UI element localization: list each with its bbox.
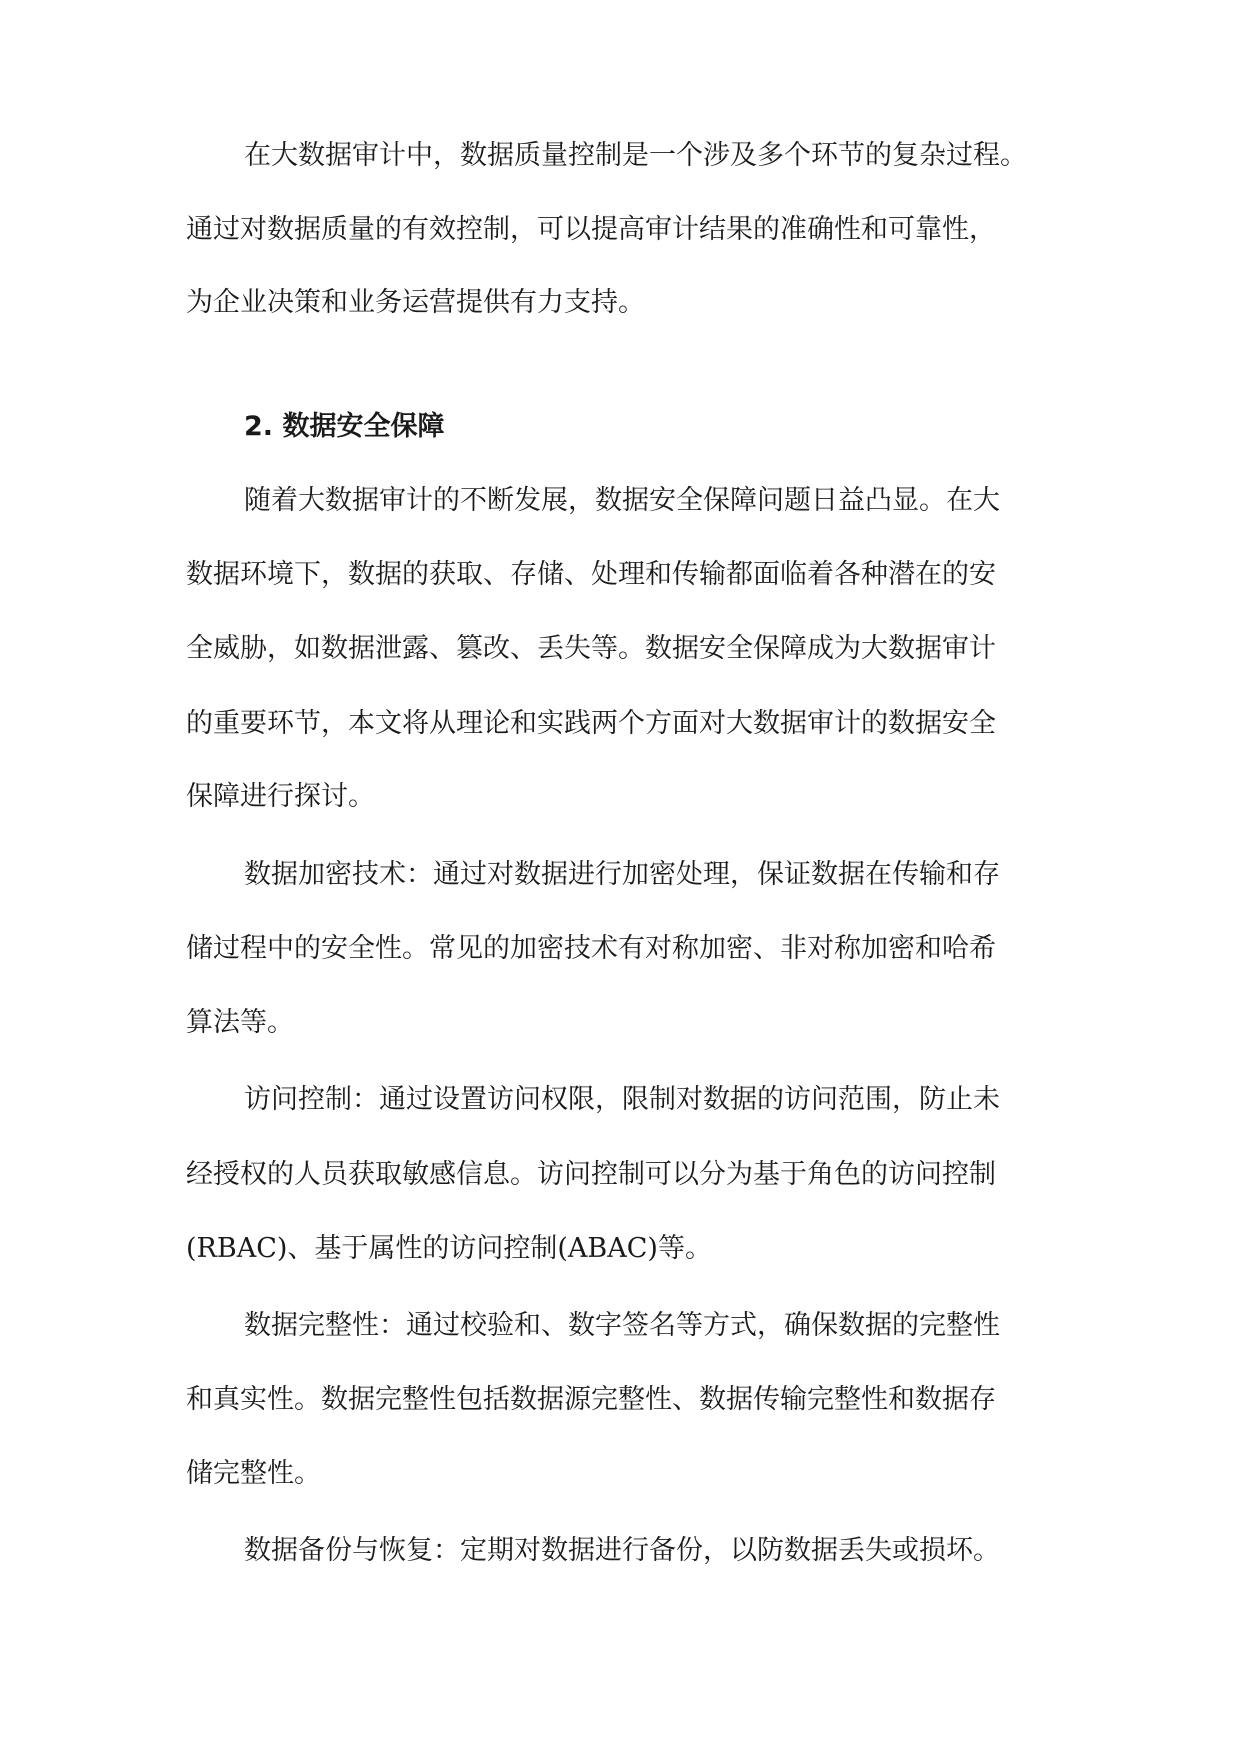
paragraph-5-line-1: 数据完整性：通过校验和、数字签名等方式，确保数据的完整性 [244, 1310, 1000, 1341]
paragraph-2-line-3: 全威胁，如数据泄露、篡改、丢失等。数据安全保障成为大数据审计 [186, 633, 996, 664]
paragraph-4-line-3: (RBAC)、基于属性的访问控制(ABAC)等。 [186, 1233, 712, 1264]
paragraph-1-line-3: 为企业决策和业务运营提供有力支持。 [186, 287, 645, 318]
section-heading: 2. 数据安全保障 [244, 411, 445, 442]
paragraph-3-line-2: 储过程中的安全性。常见的加密技术有对称加密、非对称加密和哈希 [186, 933, 996, 964]
paragraph-1-line-2: 通过对数据质量的有效控制，可以提高审计结果的准确性和可靠性， [186, 214, 996, 245]
paragraph-5-line-2: 和真实性。数据完整性包括数据源完整性、数据传输完整性和数据存 [186, 1384, 996, 1415]
paragraph-2-line-2: 数据环境下，数据的获取、存储、处理和传输都面临着各种潜在的安 [186, 559, 996, 590]
paragraph-4-line-2: 经授权的人员获取敏感信息。访问控制可以分为基于角色的访问控制 [186, 1159, 996, 1190]
paragraph-2-line-5: 保障进行探讨。 [186, 781, 375, 812]
paragraph-6-line-1: 数据备份与恢复：定期对数据进行备份，以防数据丢失或损坏。 [244, 1535, 1000, 1566]
paragraph-1-line-1: 在大数据审计中，数据质量控制是一个涉及多个环节的复杂过程。 [244, 140, 1027, 171]
paragraph-2-line-1: 随着大数据审计的不断发展，数据安全保障问题日益凸显。在大 [244, 485, 1000, 516]
paragraph-3-line-1: 数据加密技术：通过对数据进行加密处理，保证数据在传输和存 [244, 859, 1000, 890]
paragraph-5-line-3: 储完整性。 [186, 1458, 321, 1489]
paragraph-4-line-1: 访问控制：通过设置访问权限，限制对数据的访问范围，防止未 [244, 1084, 1000, 1115]
paragraph-2-line-4: 的重要环节，本文将从理论和实践两个方面对大数据审计的数据安全 [186, 708, 996, 739]
paragraph-3-line-3: 算法等。 [186, 1007, 294, 1038]
